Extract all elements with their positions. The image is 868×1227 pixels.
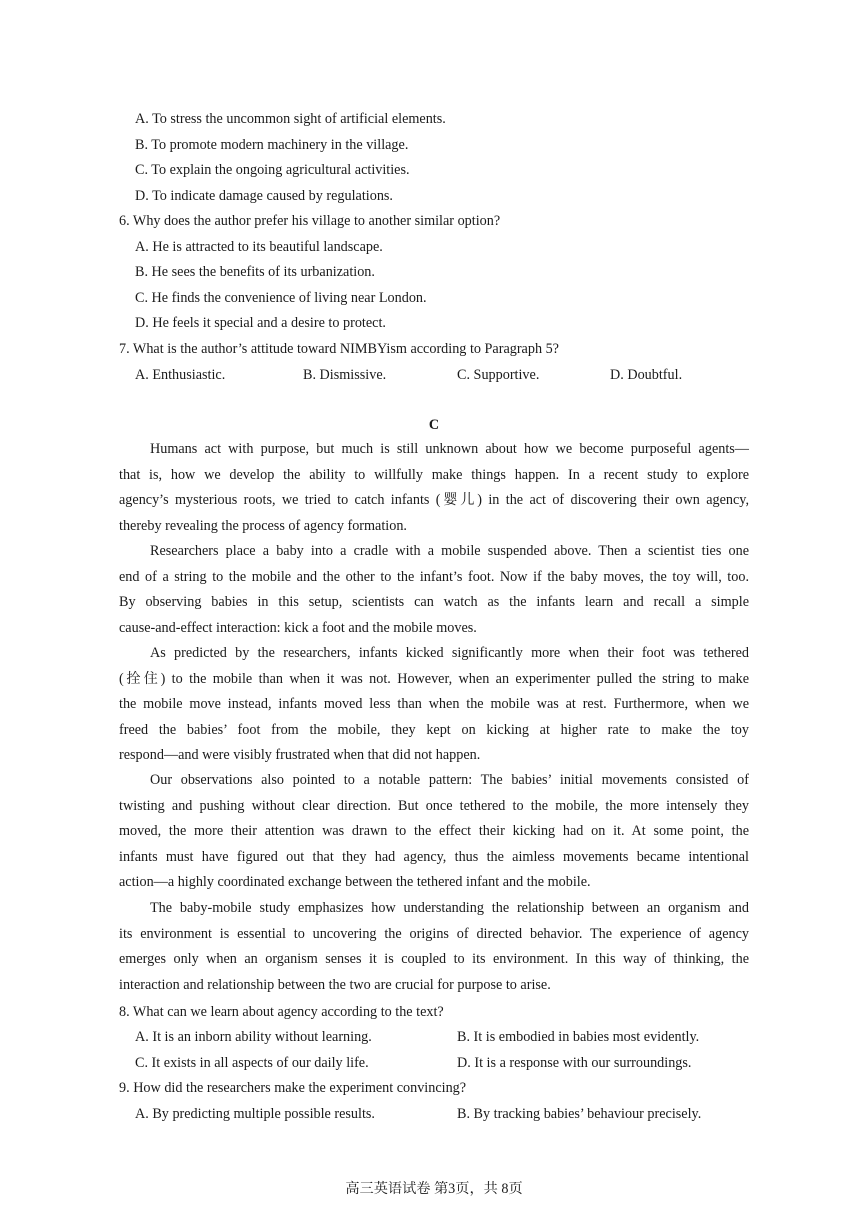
- passage-paragraph-1: [119, 437, 749, 539]
- passage-line: respond—and were visibly frustrated when that did not happen.: [119, 747, 481, 763]
- q7-option-b: B. Dismissive.: [303, 367, 387, 383]
- passage-line: Humans act with purpose, but much is still unknown about how we become purposeful agents—: [150, 441, 749, 457]
- q9-stem: 9. How did the researchers make the experiment convincing?: [119, 1080, 467, 1096]
- q5-option-b: B. To promote modern machinery in the village.: [135, 137, 409, 153]
- passage-line: its environment is essential to uncovering the origins of directed behavior. The experience of agency: [119, 925, 749, 942]
- passage-paragraph-3: [119, 641, 749, 769]
- q9-option-a: A. By predicting multiple possible results.: [135, 1106, 375, 1122]
- passage-line: By observing babies in this setup, scientists can watch as the infants learn and recall a simple: [119, 594, 749, 610]
- passage-line: that is, how we develop the ability to willfully make things happen. In a recent study to explore: [119, 466, 749, 483]
- passage-line: cause-and-effect interaction: kick a foot and the mobile moves.: [119, 619, 477, 636]
- q9-option-b: B. By tracking babies’ behaviour precisely.: [457, 1106, 702, 1122]
- q6-stem: 6. Why does the author prefer his village to another similar option?: [119, 213, 501, 229]
- q8-option-c: C. It exists in all aspects of our daily life.: [135, 1055, 369, 1071]
- passage-line: interaction and relationship between the two are crucial for purpose to arise.: [119, 976, 551, 993]
- q7-stem: 7. What is the author’s attitude toward NIMBYism according to Paragraph 5?: [119, 341, 559, 357]
- passage-line: freed the babies’ foot from the mobile, they kept on kicking at higher rate to make the toy: [119, 721, 749, 738]
- passage-line: end of a string to the mobile and the other to the infant’s foot. Now if the baby moves, the toy will, too.: [119, 568, 749, 585]
- passage-line: emerges only when an organism senses it is coupled to its environment. In this way of thinking, the: [119, 951, 749, 967]
- passage-paragraph-4: [119, 768, 749, 896]
- q7-option-d: D. Doubtful.: [610, 367, 683, 383]
- passage-line: (拴住) to the mobile than when it was not. However, when an experimenter pulled the string to make: [119, 670, 749, 687]
- q5-option-d: D. To indicate damage caused by regulations.: [135, 188, 393, 204]
- q6-option-d: D. He feels it special and a desire to protect.: [135, 315, 386, 331]
- q6-option-c: C. He finds the convenience of living near London.: [135, 290, 427, 306]
- q5-option-a: A. To stress the uncommon sight of artificial elements.: [135, 111, 446, 127]
- q8-option-a: A. It is an inborn ability without learning.: [135, 1029, 372, 1045]
- passage-line: Researchers place a baby into a cradle with a mobile suspended above. Then a scientist ties one: [150, 543, 749, 559]
- passage-line: The baby-mobile study emphasizes how understanding the relationship between an organism and: [150, 900, 749, 916]
- q5-option-c: C. To explain the ongoing agricultural activities.: [135, 162, 410, 178]
- q7-option-a: A. Enthusiastic.: [135, 367, 226, 383]
- passage-line: infants must have figured out that they had agency, thus the aimless movements became intentional: [119, 848, 749, 865]
- passage-line: thereby revealing the process of agency formation.: [119, 517, 407, 534]
- passage-paragraph-2: [119, 539, 749, 641]
- q8-option-b: B. It is embodied in babies most evidently.: [457, 1029, 700, 1045]
- q6-option-a: A. He is attracted to its beautiful landscape.: [135, 239, 383, 255]
- q6-option-b: B. He sees the benefits of its urbanization.: [135, 264, 375, 280]
- passage-line: As predicted by the researchers, infants kicked significantly more when their foot was tethered: [150, 645, 749, 661]
- q8-option-d: D. It is a response with our surroundings.: [457, 1055, 692, 1071]
- passage-line: twisting and pushing without clear direction. But once tethered to the mobile, the more intensely they: [119, 797, 749, 814]
- passage-line: Our observations also pointed to a notable pattern: The babies’ initial movements consisted of: [150, 772, 749, 788]
- q7-option-c: C. Supportive.: [457, 367, 540, 383]
- passage-line: the mobile move instead, infants moved less than when the mobile was at rest. Furthermore, when we: [119, 696, 749, 712]
- q8-stem: 8. What can we learn about agency according to the text?: [119, 1004, 444, 1020]
- section-title: C: [428, 417, 440, 433]
- page-footer: 高三英语试卷 第3页，共 8页: [345, 1181, 523, 1197]
- passage-line: moved, the more their attention was drawn to the effect their kicking had on it. At some point, the: [119, 823, 749, 839]
- passage-line: agency’s mysterious roots, we tried to catch infants (婴儿) in the act of discovering their own agency,: [119, 492, 749, 508]
- passage-line: action—a highly coordinated exchange between the tethered infant and the mobile.: [119, 874, 591, 890]
- passage-paragraph-5: [119, 896, 749, 998]
